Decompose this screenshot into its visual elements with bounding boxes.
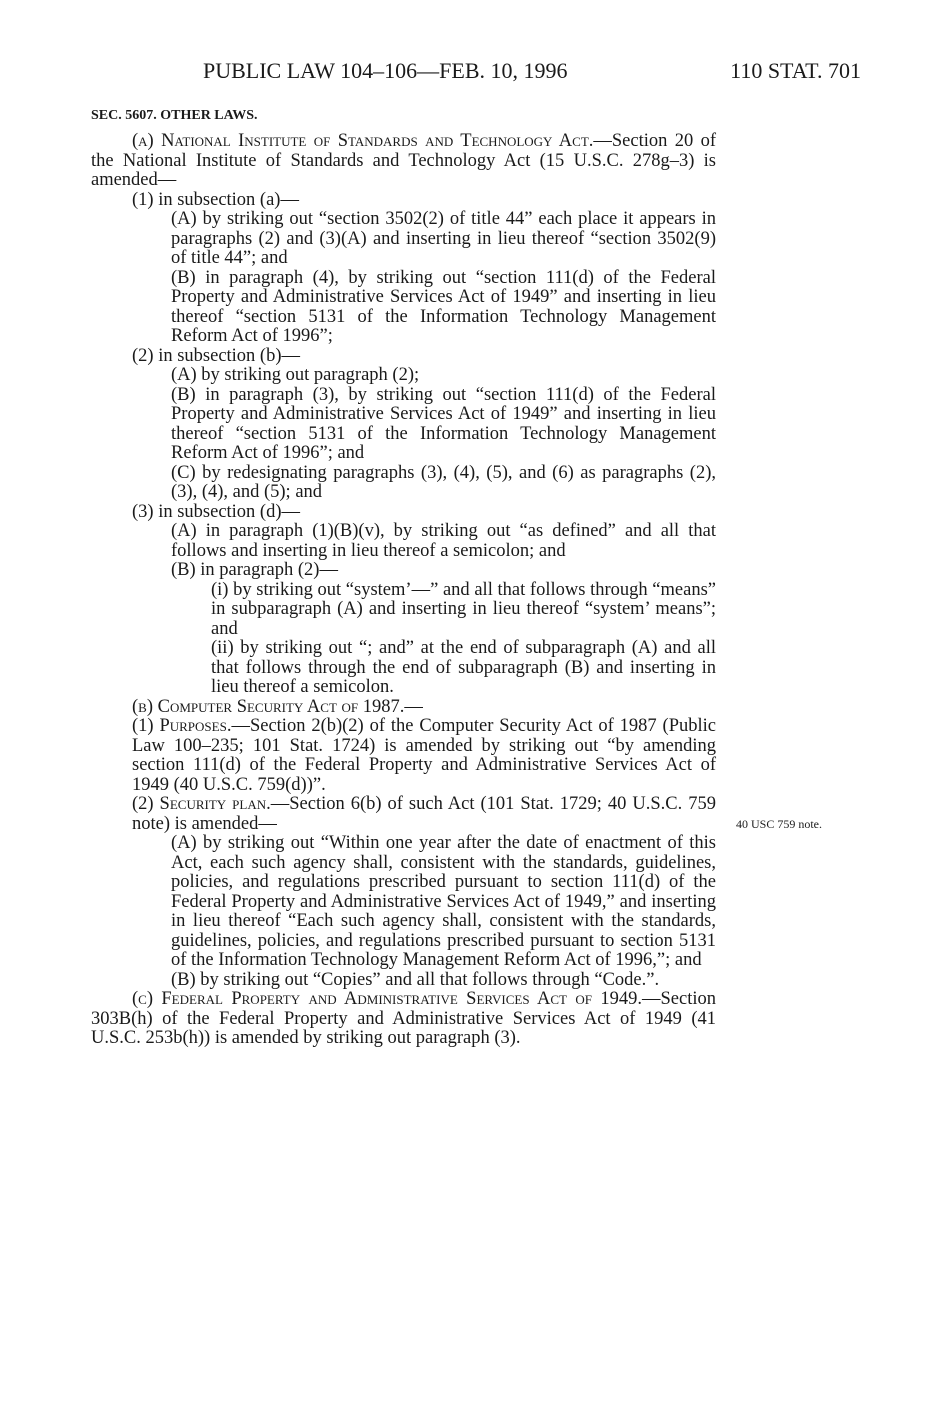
subsection-a-text: —Section 20 of the National Institute of Standards and Technology Act (15 U.S.C. 278g–3) is amended— bbox=[91, 131, 717, 190]
paragraph-a1A bbox=[91, 210, 716, 269]
paragraph-a3: (3) in subsection (d)— bbox=[132, 501, 301, 522]
subsection-b-intro bbox=[91, 698, 716, 718]
paragraph-b2 bbox=[91, 795, 716, 834]
section-heading: SEC. 5607. OTHER LAWS. bbox=[91, 108, 258, 123]
paragraph-a1A-text: (A) by striking out “section 3502(2) of title 44” each place it appears in paragraphs (2) and (3)(A) and inserting in lieu thereof “section 3502(9) of title 44”; and bbox=[171, 209, 716, 268]
paragraph-b2B: (B) by striking out “Copies” and all that follows through “Code.”. bbox=[171, 969, 660, 990]
subsection-c-text: —Section 303B(h) of the Federal Property and Administrative Services Act of 1949 (41 U.S.C. 253b(h)) is amended by striking out paragraph (3). bbox=[91, 989, 716, 1048]
section-body bbox=[91, 132, 716, 1049]
paragraph-a1B: (B) in paragraph (4), by striking out “section 111(d) of the Federal Property and Administrative Services Act of 1949” and inserting in lieu thereof “section 5131 of the Information Technology Management Reform Act of 1996”; bbox=[171, 267, 716, 346]
paragraph-b1 bbox=[91, 717, 716, 795]
paragraph-a2B: (B) in paragraph (3), by striking out “section 111(d) of the Federal Property and Administrative Services Act of 1949” and inserting in lieu thereof “section 5131 of the Information Technology Management Reform Act of 1996”; and bbox=[171, 384, 716, 463]
paragraph-b2-label: (2) Security plan. bbox=[132, 794, 271, 814]
subsection-c-heading: (c) Federal Property and Administrative Services Act of 1949. bbox=[132, 989, 642, 1009]
paragraph-a2: (2) in subsection (b)— bbox=[132, 345, 301, 366]
paragraph-b1-label: (1) Purposes. bbox=[132, 716, 232, 736]
paragraph-b2-text: —Section 6(b) of such Act (101 Stat. 1729; 40 U.S.C. 759 note) is amended— bbox=[132, 794, 716, 834]
subsection-a-intro bbox=[91, 132, 716, 191]
header-stat-page: 110 STAT. 701 bbox=[730, 58, 861, 83]
paragraph-a1: (1) in subsection (a)— bbox=[132, 189, 299, 210]
paragraph-a3B: (B) in paragraph (2)— bbox=[171, 560, 338, 580]
paragraph-b1-text: —Section 2(b)(2) of the Computer Security Act of 1987 (Public Law 100–235; 101 Stat. 1724) is amended by striking out “by amending section 111(d) of the Federal Property and Administrative Services Act of 1949 (40 U.S.C. 759(d))”. bbox=[132, 716, 716, 795]
subsection-b-dash: — bbox=[404, 696, 423, 717]
paragraph-a3Bi: (i) by striking out “system’—” and all that follows through “means” in subparagraph (A) and inserting in lieu thereof “system’ means”; and bbox=[211, 579, 716, 639]
paragraph-b2A: (A) by striking out “Within one year after the date of enactment of this Act, each such agency shall, consistent with the standards, guidelines, policies, and regulations prescribed pursuant to section 111(d) of the Federal Property and Administrative Services Act of 1949,” and inserting in lieu thereof “Each such agency shall, consistent with the standards, guidelines, policies, and regulations prescribed pursuant to section 5131 of the Information Technology Management Reform Act of 1996,”; and bbox=[171, 833, 716, 970]
paragraph-a2A: (A) by striking out paragraph (2); bbox=[171, 365, 420, 385]
paragraph-a3Bii: (ii) by striking out “; and” at the end of subparagraph (A) and all that follows through the end of subparagraph (B) and inserting in lieu thereof a semicolon. bbox=[211, 638, 716, 697]
paragraph-a2C: (C) by redesignating paragraphs (3), (4), (5), and (6) as paragraphs (2), (3), (4), and (5); and bbox=[171, 462, 716, 502]
margin-note: 40 USC 759 note. bbox=[736, 817, 823, 831]
subsection-a-heading: (a) National Institute of Standards and Technology Act. bbox=[132, 131, 594, 151]
header-title: PUBLIC LAW 104–106—FEB. 10, 1996 bbox=[203, 58, 568, 83]
page-header bbox=[0, 58, 949, 88]
subsection-c bbox=[91, 990, 716, 1049]
subsection-b-heading: (b) Computer Security Act of 1987. bbox=[132, 696, 405, 717]
paragraph-a3A: (A) in paragraph (1)(B)(v), by striking out “as defined” and all that follows and inserting in lieu thereof a semicolon; and bbox=[171, 521, 716, 561]
